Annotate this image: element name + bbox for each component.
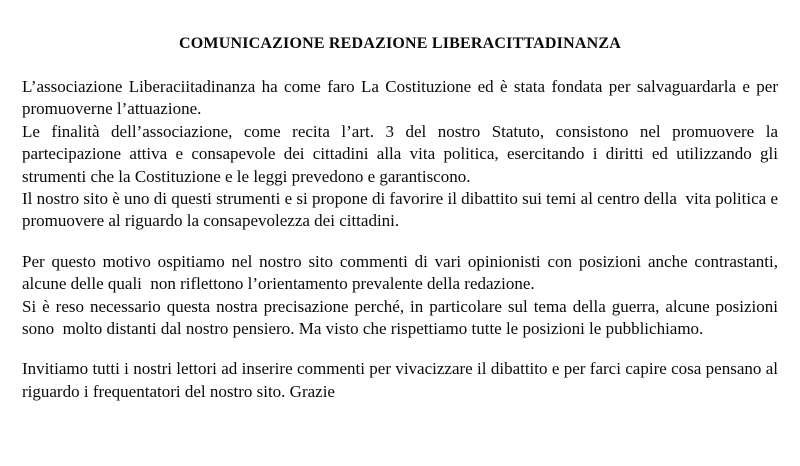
paragraph-association-intro: L’associazione Liberaciitadinanza ha come faro La Costituzione ed è stata fondata per salvaguardarla e per promuoverne l’attuazione. [22, 77, 783, 119]
paragraph-opinionists: Per questo motivo ospitiamo nel nostro sito commenti di vari opinionisti con posizioni anche contrastanti, alcune delle quali non riflettono l’orientamento prevalente della redazione. [22, 251, 783, 294]
paragraph-clarification: Si è reso necessario questa nostra precisazione perché, in particolare sul tema della guerra, alcune posizioni sono molto distanti dal nostro pensiero. Ma visto che rispettiamo tutte le posizioni le pubblichiamo. [22, 296, 783, 339]
paragraph-site-purpose: Il nostro sito è uno di questi strumenti e si propone di favorire il dibattito sui temi al centro della vita politica e promuovere al riguardo la consapevolezza dei cittadini. [22, 189, 783, 231]
document-title: COMUNICAZIONE REDAZIONE LIBERACITTADINANZA [179, 35, 621, 52]
paragraph-statute-goals: Le finalità dell’associazione, come recita l’art. 3 del nostro Statuto, consistono nel promuovere la partecipazione attiva e consapevole dei cittadini alla vita politica, esercitando i diritti ed utilizzando gli strumenti che la Costituzione e le leggi prevedono e garantiscono. [22, 121, 783, 186]
paragraph-invitation: Invitiamo tutti i nostri lettori ad inserire commenti per vivacizzare il dibattito e per farci capire cosa pensano al riguardo i frequentatori del nostro sito. Grazie [22, 359, 783, 401]
